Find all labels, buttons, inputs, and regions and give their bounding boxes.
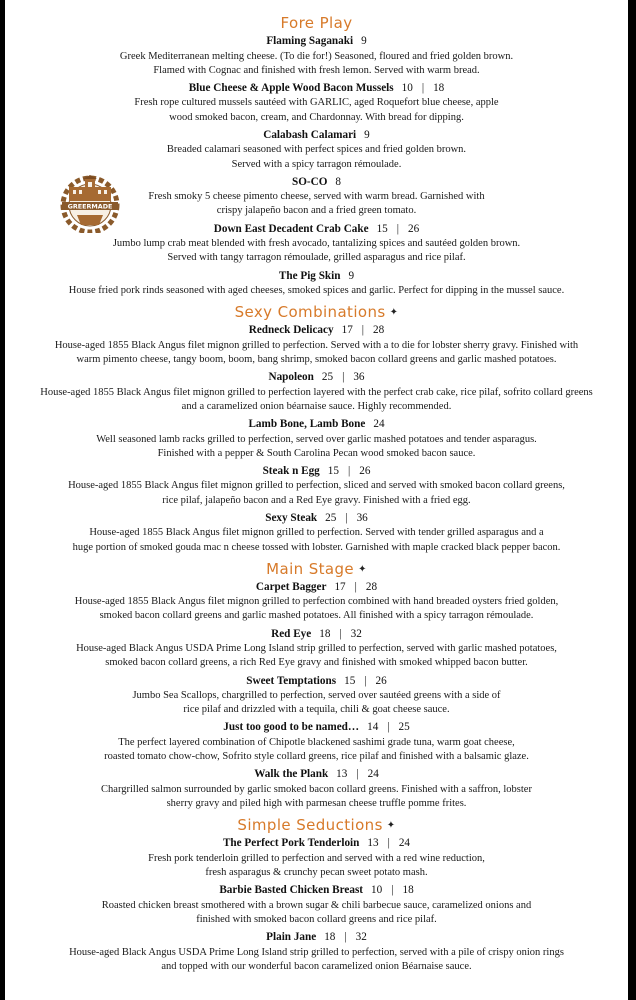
menu-item-name: Blue Cheese & Apple Wood Bacon Mussels (188, 81, 394, 94)
menu-item-name: Down East Decadent Crab Cake (213, 222, 369, 235)
price-large: 18 (433, 81, 445, 94)
description-line: smoked bacon collard greens, a rich Red Eye gravy and finished with smoked whipped bacon butter. (105, 657, 528, 669)
price-large: 26 (408, 222, 420, 235)
menu-item-description (5, 96, 628, 124)
menu-item-name: Calabash Calamari (263, 128, 357, 141)
description-line: wood smoked bacon, cream, and Chardonnay. With bread for dipping. (169, 111, 464, 123)
description-line: Fresh pork tenderloin grilled to perfection and served with a red wine reduction, (148, 852, 485, 864)
menu-item-heading (5, 222, 628, 238)
menu-item-description (5, 852, 628, 880)
menu-item-heading (5, 767, 628, 783)
menu-item-heading (5, 674, 628, 690)
menu-item-description (5, 526, 628, 554)
description-line: House-aged 1855 Black Angus filet mignon grilled to perfection layered with the perfect crab cake, rice pilaf, sofrito collard greens (40, 386, 593, 398)
description-line: Chargrilled salmon surrounded by garlic smoked bacon collard greens. Finished with a saffron, lobster (101, 783, 532, 795)
description-line: Flamed with Cognac and finished with fresh lemon. Served with warm bread. (153, 64, 480, 76)
description-line: huge portion of smoked gouda mac n cheese tossed with lobster. Garnished with maple cracked black pepper bacon. (72, 541, 561, 553)
section-title-text: Simple Seductions (237, 816, 383, 835)
menu-item-description (5, 190, 628, 218)
price-small: 8 (335, 175, 342, 188)
description-line: House-aged Black Angus USDA Prime Long Island strip grilled to perfection, served with garlic mashed potatoes, (76, 643, 557, 655)
description-line: and a caramelized onion béarnaise sauce. Highly recommended. (181, 400, 452, 412)
menu-item-heading (5, 464, 628, 480)
description-line: rice pilaf and drizzled with a tequila, chili & goat cheese sauce. (183, 704, 450, 716)
price-small: 9 (348, 269, 355, 282)
menu-item-heading (5, 128, 628, 144)
menu-item-name: The Pig Skin (278, 269, 341, 282)
menu-item-heading (5, 323, 628, 339)
description-line: Breaded calamari seasoned with perfect spices and fried golden brown. (166, 144, 467, 156)
price-small: 25 (325, 511, 337, 524)
price-separator: | (344, 931, 347, 944)
price-small: 15 (327, 464, 339, 477)
price-small: 13 (367, 837, 379, 850)
description-line: House-aged 1855 Black Angus filet mignon grilled to perfection, sliced and served with smoked bacon collard greens, (68, 480, 565, 492)
description-line: Served with tangy tarragon rémoulade, grilled asparagus and rice pilaf. (167, 252, 466, 264)
menu-item-heading (5, 34, 628, 50)
menu-item-heading (5, 81, 628, 97)
menu-item-heading (5, 883, 628, 899)
star-icon: ✦ (389, 307, 399, 319)
menu-item-heading (5, 836, 628, 852)
description-line: and topped with our wonderful bacon caramelized onion Béarnaise sauce. (161, 960, 472, 972)
price-large: 26 (375, 674, 387, 687)
menu-item-heading (5, 511, 628, 527)
menu-item-name: Carpet Bagger (255, 580, 327, 593)
menu-item-description (5, 689, 628, 717)
description-line: crispy jalapeño bacon and a fried green tomato. (216, 205, 417, 217)
menu-item-description (5, 736, 628, 764)
price-large: 32 (355, 931, 367, 944)
description-line: Fresh smoky 5 cheese pimento cheese, served with warm bread. Garnished with (148, 191, 485, 203)
star-icon: ✦ (386, 820, 396, 832)
section-title (5, 558, 628, 580)
menu-item-name: Red Eye (271, 627, 312, 640)
description-line: Well seasoned lamb racks grilled to perfection, served over garlic mashed potatoes and tender asparagus. (96, 433, 537, 445)
menu-item-description (5, 899, 628, 927)
menu-item-heading (5, 930, 628, 946)
menu-item-heading (5, 580, 628, 596)
price-large: 25 (398, 721, 410, 734)
menu-item-name: The Perfect Pork Tenderloin (222, 837, 360, 850)
description-line: Greek Mediterranean melting cheese. (To die for!) Seasoned, floured and fried golden brown. (119, 50, 514, 62)
section-title (5, 12, 628, 34)
menu-item-heading (5, 370, 628, 386)
price-small: 13 (336, 768, 348, 781)
price-small: 15 (344, 674, 356, 687)
menu-item-description (5, 642, 628, 670)
price-small: 17 (341, 324, 353, 337)
menu-item-name: Lamb Bone, Lamb Bone (248, 418, 366, 431)
section-title (5, 814, 628, 836)
price-separator: | (347, 464, 351, 477)
description-line: Served with a spicy tarragon rémoulade. (231, 158, 402, 170)
menu-item-description (5, 143, 628, 171)
price-separator: | (345, 511, 348, 524)
price-large: 24 (367, 768, 379, 781)
price-separator: | (356, 768, 359, 781)
menu-item-description (5, 946, 628, 974)
menu-item-description (5, 595, 628, 623)
menu-item-name: Walk the Plank (254, 768, 329, 781)
price-large: 28 (365, 580, 378, 593)
price-separator: | (396, 222, 399, 235)
menu-item-name: Sexy Steak (265, 511, 318, 524)
menu-item-description (5, 386, 628, 414)
price-small: 9 (361, 35, 367, 47)
star-icon: ✦ (358, 563, 367, 575)
price-small: 15 (376, 222, 388, 235)
price-large: 36 (353, 371, 365, 384)
menu-item-heading (5, 175, 628, 191)
logo-text: GREERMADE (67, 202, 113, 211)
menu-item-heading (5, 720, 628, 736)
description-line: House-aged 1855 Black Angus filet mignon grilled to perfection. Served with a to die for lobster sherry gravy. Finished with (54, 339, 579, 351)
menu-item-name: Redneck Delicacy (248, 324, 334, 337)
price-separator: | (361, 324, 365, 337)
menu-item-name: Just too good to be named… (223, 721, 360, 734)
price-small: 14 (367, 721, 379, 734)
price-separator: | (387, 721, 390, 734)
menu-item-description (5, 433, 628, 461)
menu-item-description (5, 50, 628, 78)
menu-item-description (5, 783, 628, 811)
menu-content (5, 12, 628, 977)
description-line: Finished with a pepper & South Carolina Pecan wood smoked bacon sauce. (157, 447, 476, 459)
price-separator: | (342, 371, 345, 384)
price-small: 24 (373, 418, 385, 431)
price-separator: | (387, 837, 390, 850)
price-separator: | (391, 884, 394, 897)
description-line: rice pilaf, jalapeño bacon and a Red Eye gravy. Finished with a fried egg. (162, 494, 471, 506)
menu-item-name: Barbie Basted Chicken Breast (219, 884, 364, 897)
menu-item-heading (5, 627, 628, 643)
price-small: 18 (324, 931, 336, 944)
price-large: 18 (402, 884, 414, 897)
price-separator: | (354, 580, 357, 593)
price-large: 26 (359, 464, 371, 477)
menu-item-heading (5, 417, 628, 433)
price-separator: | (339, 627, 342, 640)
description-line: Jumbo Sea Scallops, chargrilled to perfection, served over sautéed greens with a side of (132, 690, 501, 702)
description-line: roasted tomato chow-chow, Sofrito style collard greens, rice pilaf and finished with a balsamic glaze. (104, 751, 529, 763)
description-line: House fried pork rinds seasoned with aged cheeses, smoked spices and garlic. Perfect for dipping in the mussel sauce. (68, 285, 565, 297)
menu-item-name: Flaming Saganaki (266, 35, 354, 47)
section-title-text: Sexy Combinations (234, 303, 386, 322)
description-line: The perfect layered combination of Chipotle blackened sashimi grade tuna, warm goat cheese, (118, 736, 515, 748)
description-line: fresh asparagus & crunchy pecan sweet potato mash. (205, 867, 428, 878)
menu-item-heading (5, 269, 628, 285)
description-line: Fresh rope cultured mussels sautéed with GARLIC, aged Roquefort blue cheese, apple (134, 97, 499, 109)
menu-item-description (5, 237, 628, 265)
description-line: Roasted chicken breast smothered with a brown sugar & chili barbecue sauce, caramelized onions and (101, 899, 532, 911)
description-line: House-aged 1855 Black Angus filet mignon grilled to perfection. Served with tender grilled asparagus and a (89, 527, 544, 539)
price-small: 10 (401, 81, 413, 94)
menu-item-name: Plain Jane (266, 931, 317, 944)
section-title (5, 301, 628, 323)
price-small: 17 (334, 580, 346, 593)
menu-item-description (5, 284, 628, 298)
menu-item-description (5, 479, 628, 507)
price-separator: | (421, 81, 425, 94)
price-large: 28 (373, 324, 385, 337)
description-line: smoked bacon collard greens and garlic mashed potatoes. All finished with a spicy tarragon rémoulade. (99, 610, 534, 622)
price-large: 32 (350, 627, 362, 640)
menu-item-name: Napoleon (268, 371, 314, 384)
price-small: 9 (364, 128, 370, 141)
price-large: 36 (356, 511, 368, 524)
price-small: 10 (371, 884, 383, 897)
description-line: Jumbo lump crab meat blended with fresh avocado, tantalizing spices and sautéed golden brown. (112, 238, 521, 250)
price-large: 24 (398, 837, 411, 850)
price-small: 25 (321, 371, 334, 384)
menu-page (5, 0, 628, 1000)
menu-item-name: Sweet Temptations (246, 674, 337, 687)
section-title-text: Fore Play (280, 14, 353, 32)
menu-item-name: SO-CO (291, 175, 328, 188)
menu-item-description (5, 339, 628, 367)
menu-item-name: Steak n Egg (262, 464, 320, 477)
description-line: sherry gravy and piled high with parmesan cheese truffle pomme frites. (166, 798, 467, 810)
description-line: finished with smoked bacon collard greens and rice pilaf. (196, 913, 437, 925)
price-separator: | (364, 674, 367, 687)
description-line: House-aged 1855 Black Angus filet mignon grilled to perfection combined with hand breaded oysters fried golden, (74, 596, 559, 608)
section-title-text: Main Stage (266, 559, 355, 578)
description-line: House-aged Black Angus USDA Prime Long Island strip grilled to perfection, served with a pile of crispy onion rings (69, 946, 564, 958)
description-line: warm pimento cheese, tangy boom, boom, bang shrimp, smoked bacon collard greens and garlic mashed potatoes. (76, 353, 557, 365)
price-small: 18 (319, 627, 331, 640)
